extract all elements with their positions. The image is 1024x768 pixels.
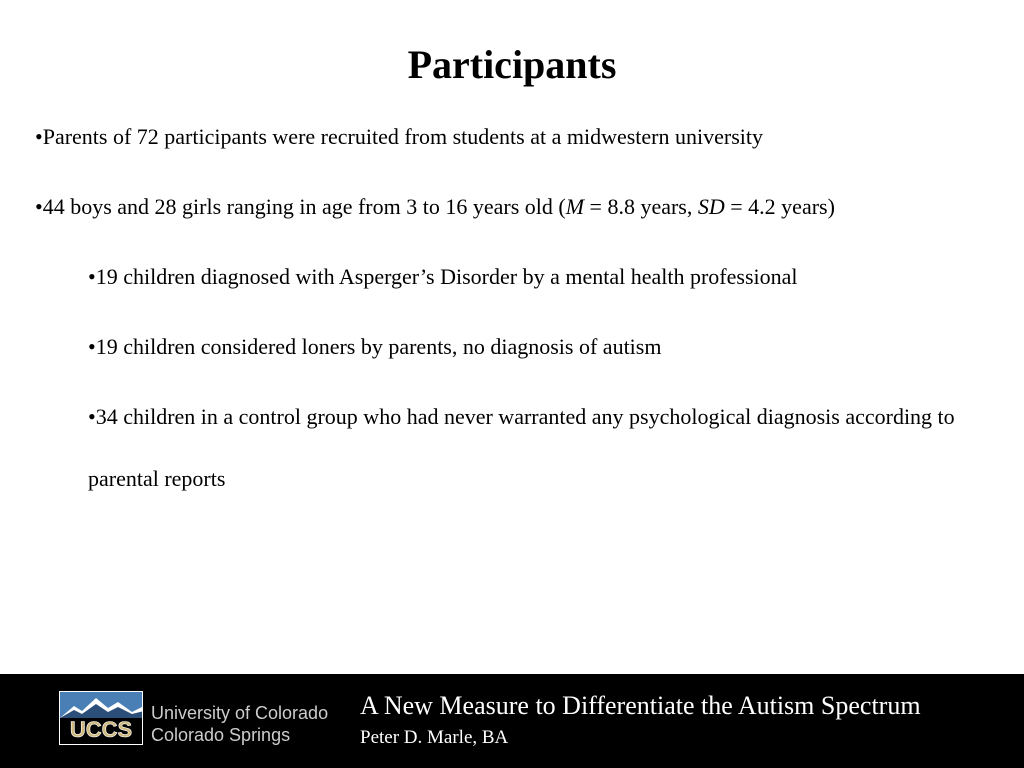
university-name bbox=[151, 702, 328, 746]
bullet-loner-group: •19 children considered loners by parents, no diagnosis of autism bbox=[88, 334, 662, 359]
bullet-asperger-group: •19 children diagnosed with Asperger’s Disorder by a mental health professional bbox=[88, 264, 798, 289]
university-line-2: Colorado Springs bbox=[151, 725, 291, 745]
bullet-recruitment: •Parents of 72 participants were recruited from students at a midwestern university bbox=[35, 124, 763, 149]
demographics-text-post: = 4.2 years) bbox=[724, 194, 835, 219]
demographics-text-pre: •44 boys and 28 girls ranging in age from 3 to 16 years old ( bbox=[35, 194, 566, 219]
presentation-title: A New Measure to Differentiate the Autism Spectrum bbox=[360, 691, 921, 720]
presenter-name: Peter D. Marle, BA bbox=[360, 727, 509, 748]
university-line-1: University of Colorado bbox=[151, 703, 329, 723]
mean-symbol: M bbox=[565, 194, 585, 219]
bullet-control-group: •34 children in a control group who had never warranted any psychological diagnosis according to parental reports bbox=[88, 404, 955, 491]
sd-symbol: SD bbox=[697, 194, 725, 219]
slide-title: Participants bbox=[407, 42, 617, 87]
logo-wordmark: UCCS bbox=[69, 717, 133, 742]
bullet-demographics bbox=[35, 192, 835, 222]
footer-bar bbox=[0, 674, 1024, 768]
uccs-logo bbox=[59, 691, 143, 745]
demographics-text-mid: = 8.8 years, bbox=[584, 194, 698, 219]
